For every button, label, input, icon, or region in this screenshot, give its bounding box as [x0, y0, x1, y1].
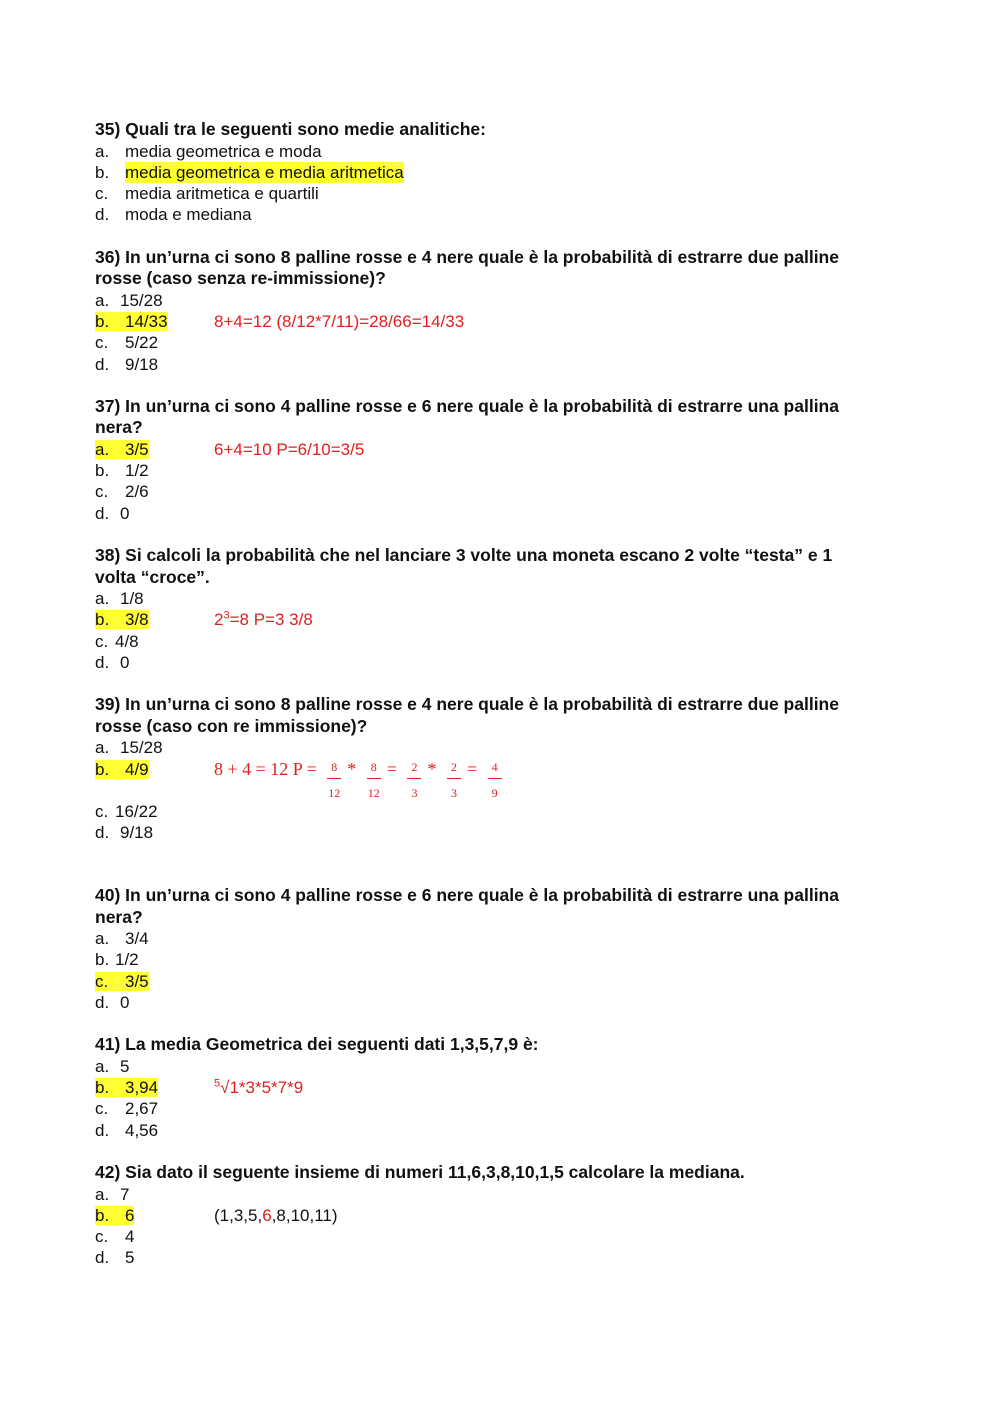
highlighted-answer: a. 3/5	[95, 439, 149, 459]
option-c: c. 16/22	[95, 801, 158, 821]
option-d: d. 0	[95, 503, 130, 523]
option-b-correct	[95, 311, 915, 332]
question-title-line1: 40) In un’urna ci sono 4 palline rosse e 6 nere quale è la probabilità di estrarre una pallina	[95, 885, 839, 906]
option-a-correct	[95, 439, 915, 460]
highlighted-answer: b. 3,94	[95, 1078, 159, 1098]
option-d: d. 0	[95, 993, 130, 1013]
question-title: 35) Quali tra le seguenti sono medie analitiche:	[95, 119, 486, 139]
solution-note: $2^3=8$ P=3 3/8	[214, 609, 313, 630]
option-b-correct	[95, 1077, 915, 1098]
option-c: c. 4	[95, 1227, 135, 1247]
highlighted-answer: b. 6	[95, 1205, 135, 1225]
question-title-line2: rosse (caso senza re-immissione)?	[95, 268, 386, 289]
option-d: d. 5	[95, 1248, 135, 1268]
question-title: 41) La media Geometrica dei seguenti dati 1,3,5,7,9 è:	[95, 1034, 539, 1055]
option-d: d. 4,56	[95, 1120, 159, 1140]
question-35	[95, 119, 915, 226]
question-title-line2: nera?	[95, 417, 143, 438]
option-c: c. 2,67	[95, 1099, 159, 1119]
option-d: d. 9/18	[95, 822, 154, 842]
option-c: c. media aritmetica e quartili	[95, 184, 319, 204]
solution-note: 8+4=12 (8/12*7/11)=28/66=14/33	[214, 311, 465, 331]
fraction: $\frac{2}{3}$	[401, 759, 427, 799]
highlighted-answer: b. 14/33	[95, 311, 168, 331]
question-title-line2: volta “croce”.	[95, 566, 210, 587]
highlighted-answer: b. 3/8	[95, 610, 149, 630]
highlighted-answer: c. 3/5	[95, 971, 149, 991]
question-title-line1: 39) In un’urna ci sono 8 palline rosse e 4 nere quale è la probabilità di estrarre due palline	[95, 694, 839, 715]
highlighted-answer: b. 4/9	[95, 759, 149, 779]
question-39	[95, 694, 915, 843]
option-c: c. 4/8	[95, 631, 139, 651]
question-42	[95, 1162, 915, 1269]
option-b: b. 1/2	[95, 950, 139, 970]
option-c: c. 2/6	[95, 482, 149, 502]
option-b-correct	[95, 1205, 915, 1226]
option-a: a. 1/8	[95, 589, 144, 609]
option-c: c. 5/22	[95, 333, 159, 353]
option-d: d. moda e mediana	[95, 205, 252, 225]
option-c-correct	[95, 971, 915, 992]
option-d: d. 9/18	[95, 354, 159, 374]
solution-note: (1,3,5,6,8,10,11)	[214, 1205, 338, 1225]
median-value: 6	[262, 1205, 272, 1225]
option-b: b. 1/2	[95, 461, 149, 481]
option-b-correct: b. media geometrica e media aritmetica	[95, 162, 404, 182]
fraction: $\frac{4}{9}$	[482, 759, 508, 799]
option-b-correct	[95, 609, 915, 630]
question-37	[95, 396, 915, 524]
fraction: $\frac{8}{12}$	[328, 759, 341, 800]
option-a: a. media geometrica e moda	[95, 141, 322, 161]
question-36	[95, 247, 915, 375]
question-title-line1: 36) In un’urna ci sono 8 palline rosse e 4 nere quale è la probabilità di estrarre due palline	[95, 246, 839, 267]
fraction: $\frac{8}{12}$	[367, 759, 380, 800]
solution-note: $^5$√1*3*5*7*9	[214, 1077, 304, 1098]
question-40	[95, 885, 915, 1013]
question-title-line2: rosse (caso con re immissione)?	[95, 715, 368, 736]
question-41	[95, 1034, 915, 1141]
question-title: 42) Sia dato il seguente insieme di numeri 11,6,3,8,10,1,5 calcolare la mediana.	[95, 1162, 745, 1183]
option-a: a. 15/28	[95, 738, 163, 758]
option-d: d. 0	[95, 652, 130, 672]
highlighted-answer: media geometrica e media aritmetica	[125, 162, 404, 182]
question-title-line1: 38) Si calcoli la probabilità che nel lanciare 3 volte una moneta escano 2 volte “testa” e 1	[95, 545, 833, 566]
option-b-correct	[95, 759, 915, 801]
option-a: a. 3/4	[95, 929, 149, 949]
option-a: a. 7	[95, 1184, 130, 1204]
option-a: a. 15/28	[95, 290, 163, 310]
solution-formula: 8 + 4 = 12 P = $\frac{8}{12}$ * $\frac{8}{12}$ = $\frac{2}{3}$ * $\frac{2}{3}$ = $\frac{4}{9}$	[214, 759, 508, 799]
fraction: $\frac{2}{3}$	[441, 759, 467, 799]
question-title-line1: 37) In un’urna ci sono 4 palline rosse e 6 nere quale è la probabilità di estrarre una pallina	[95, 395, 839, 416]
question-title-line2: nera?	[95, 906, 143, 927]
option-a: a. 5	[95, 1056, 130, 1076]
solution-note: 6+4=10 P=6/10=3/5	[214, 439, 365, 459]
question-38	[95, 545, 915, 673]
quiz-page	[95, 119, 915, 1269]
